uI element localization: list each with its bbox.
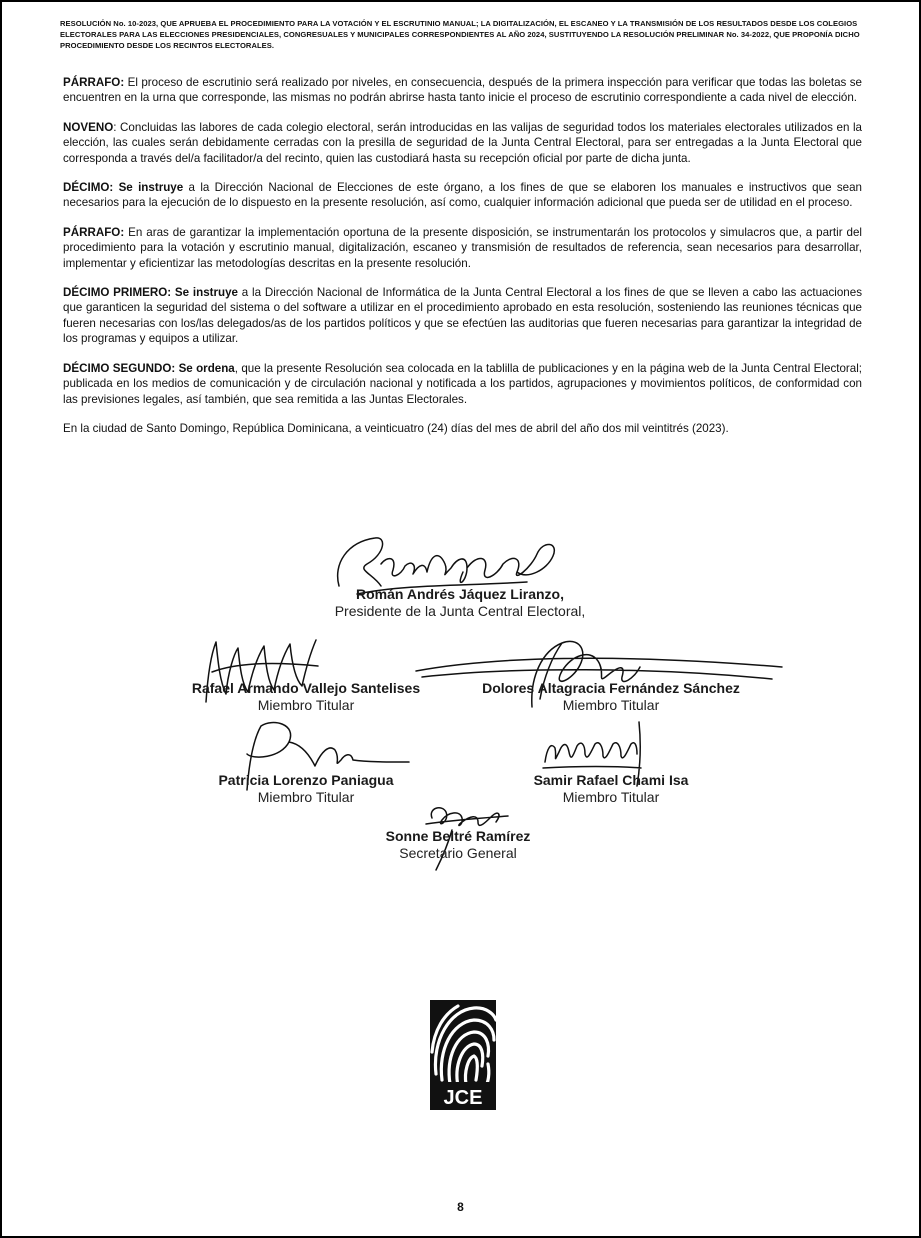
signatory-title: Secretario General: [399, 845, 517, 861]
signatory-name: Dolores Altagracia Fernández Sánchez: [482, 680, 740, 696]
signatory-title: Miembro Titular: [257, 697, 355, 713]
signatory-name: Rafael Armando Vallejo Santelises: [191, 680, 421, 696]
paragraph-lead: DÉCIMO SEGUNDO:: [63, 361, 176, 375]
page-number: 8: [457, 1200, 464, 1214]
signatory-president: [260, 586, 660, 620]
paragraph-text: , que la presente Resolución sea colocada en la tablilla de publicaciones y en la página web de la Junta Central Electoral; publicada en los medios de comunicación y de circulación nacional y notificada a los partidos, agrupaciones y movimientos políticos, de conformidad con las previsiones legales, así también, que sea remitida a las Juntas Electorales.: [63, 361, 863, 406]
signatory-member4: [461, 772, 761, 806]
paragraph-lead: PÁRRAFO:: [63, 225, 125, 239]
closing-statement: En la ciudad de Santo Domingo, República Dominicana, a veinticuatro (24) días del mes de abril del año dos mil veintitrés (2023).: [63, 421, 729, 435]
paragraph-noveno: [63, 120, 862, 166]
paragraph-text: a la Dirección Nacional de Informática de la Junta Central Electoral a los fines de que se lleven a cabo las actuaciones que garanticen la seguridad del sistema o del software a utilizar en el procedimiento aprobado en esta resolución, sosteniendo las reuniones técnicas que fueren necesarias con los/las delegados/as de los partidos políticos y que se efectúen las auditorias que fueren necesarias para garantizar la integridad de los programas y equipos a utilizar.: [63, 286, 862, 346]
signatory-secretary: [308, 828, 608, 862]
paragraph-bold-phrase: : Se instruye: [109, 181, 184, 195]
signatory-title: Miembro Titular: [562, 697, 660, 713]
paragraph-bold-phrase: : Se instruye: [167, 286, 238, 300]
jce-logo: [430, 1000, 496, 1110]
paragraph-decimo-segundo: [63, 361, 862, 407]
signatory-title: Miembro Titular: [562, 789, 660, 805]
signatory-title: Miembro Titular: [257, 789, 355, 805]
signatory-member1: [156, 680, 456, 714]
paragraph-parrafo-1: [63, 75, 862, 106]
signatory-name: Román Andrés Jáquez Liranzo,: [356, 586, 564, 602]
signatory-title: Presidente de la Junta Central Electoral,: [334, 603, 586, 619]
signatory-name: Patricia Lorenzo Paniagua: [218, 772, 394, 788]
paragraph-text: El proceso de escrutinio será realizado por niveles, en consecuencia, después de la primera inspección para verificar que todas las boletas se encuentren en la urna que corresponde, las mismas no podrán abrirse hasta tanto inicie el proceso de escrutinio correspondiente a cada nivel de elección.: [63, 76, 862, 105]
paragraph-text: a la Dirección Nacional de Elecciones de este órgano, a los fines de que se elaboren los manuales e instructivos que sean necesarios para la ejecución de lo dispuesto en la presente resolución, así como, cualquier información adicional que pueda ser de utilidad en el proceso.: [63, 181, 862, 210]
paragraph-text: : Concluidas las labores de cada colegio electoral, serán introducidas en las valijas de seguridad todos los materiales electorales utilizados en la elección, las cuales serán debidamente cerradas con la presilla de seguridad de la Junta Central Electoral, para ser entregadas a la Junta Electoral que corresponda a través del/a facilitador/a del recinto, quien las custodiará hasta su recepción oficial por parte de dicha junta.: [63, 120, 862, 165]
paragraph-lead: DÉCIMO: [63, 181, 110, 195]
signatory-name: Sonne Beltré Ramírez: [385, 828, 531, 844]
resolution-header: RESOLUCIÓN No. 10-2023, QUE APRUEBA EL PROCEDIMIENTO PARA LA VOTACIÓN Y EL ESCRUTINIO MANUAL; LA DIGITALIZACIÓN, EL ESCANEO Y LA TRANSMISIÓN DE LOS RESULTADOS DESDE LOS COLEGIOS ELECTORALES PARA LAS ELECCIONES PRESIDENCIALES, CONGRESUALES Y MUNICIPALES CORRESPONDIENTES AL AÑO 2024, SUSTITUYENDO LA RESOLUCIÓN PRELIMINAR No. 34-2022, QUE PROPONÍA DICHO PROCEDIMIENTO DESDE LOS RECINTOS ELECTORALES.: [60, 19, 860, 50]
signatory-member3: [156, 772, 456, 806]
paragraph-lead: PÁRRAFO:: [63, 76, 125, 89]
paragraph-bold-phrase: Se ordena: [175, 361, 235, 375]
paragraph-parrafo-2: [63, 225, 862, 271]
paragraph-text: En aras de garantizar la implementación oportuna de la presente disposición, se instrumentarán los protocolos y simulacros que, a partir del procedimiento para la votación y escrutinio manual, digitalización, escaneo y transmisión de resultados de referencia, sean necesarios para desarrollar, implementar y eficientizar las metodologías descritas en la presente resolución.: [63, 225, 862, 270]
logo-text: JCE: [443, 1087, 483, 1109]
signatory-name: Samir Rafael Chami Isa: [533, 772, 689, 788]
signatory-member2: [461, 680, 761, 714]
resolution-body: [63, 75, 862, 436]
paragraph-lead: DÉCIMO PRIMERO: [63, 286, 168, 300]
paragraph-lead: NOVENO: [63, 120, 114, 134]
paragraph-decimo-primero: [63, 285, 862, 347]
paragraph-decimo: [63, 180, 862, 211]
